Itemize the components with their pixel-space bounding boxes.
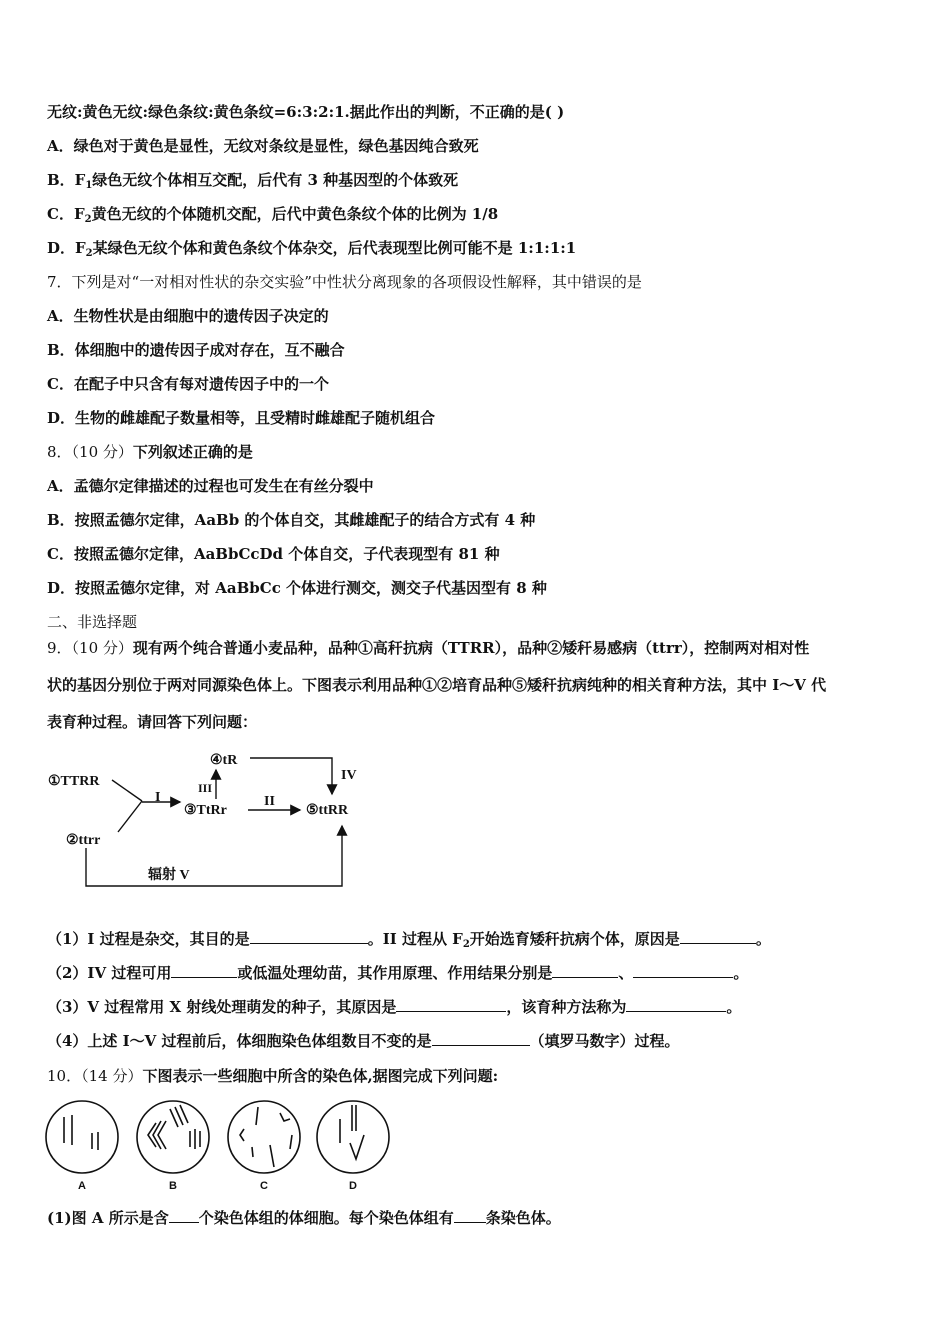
q7-option-b: B．体细胞中的遗传因子成对存在，互不融合 [47,341,345,359]
cell-a-circle [46,1101,118,1173]
q9-text-1: 现有两个纯合普通小麦品种，品种①高秆抗病（TTRR），品种②矮秆易感病（ttrr），控制两对相对性 [132,639,810,657]
subscript-2: 2 [84,214,92,225]
q10-sub1 [47,1208,561,1228]
q6-option-b-text: 绿色无纹个体相互交配，后代有 3 种基因型的个体致死 [92,171,459,189]
cell-label-b: B [169,1180,177,1192]
q9-sub3-text-b: ，该育种方法称为 [506,998,627,1016]
cell-c-circle [228,1101,300,1173]
q9-stem-line3: 表育种过程。请回答下列问题： [47,713,258,731]
q9-stem-line2: 状的基因分别位于两对同源染色体上。下图表示利用品种①②培育品种⑤矮秆抗病纯种的相关育种方法，其中 I～V 代 [47,676,827,694]
q7-stem: 7．下列是对“一对相对性状的杂交实验”中性状分离现象的各项假设性解释，其中错误的是 [47,273,642,291]
cell-label-d: D [349,1180,357,1192]
q9-sub4 [47,1031,680,1051]
q9-sub4-text-b: （填罗马数字）过程。 [529,1032,680,1050]
q8-number: 8．（10 分） [47,443,133,461]
subscript-1: 1 [85,180,93,191]
q9-stem-line1 [47,638,809,658]
answer-blank[interactable] [171,963,237,978]
q10-number: 10．（14 分） [47,1067,143,1085]
arrow-process-5 [86,826,342,886]
cell-d-chromosomes [340,1105,364,1159]
breeding-diagram [44,744,374,892]
cell-b-chromosomes [148,1105,200,1149]
q6-option-c [47,204,498,224]
q10-sub1-text-c: 条染色体。 [485,1209,561,1227]
q6-option-a: A．绿色对于黄色是显性，无纹对条纹是显性，绿色基因纯合致死 [47,137,479,155]
q6-option-d-text: 某绿色无纹个体和黄色条纹个体杂交，后代表现型比例可能不是 1:1:1:1 [92,239,577,257]
arrow-process-4 [250,758,332,794]
process-5-label: 辐射 V [148,868,190,883]
cell-label-a: A [78,1180,86,1192]
answer-blank[interactable] [633,963,733,978]
q9-sub3 [47,997,741,1017]
q10-stem [47,1066,498,1086]
q9-sub1-text-b: 。II 过程从 F [367,930,463,948]
cell-c-chromosomes [240,1107,292,1167]
q10-sub1-text-a: (1)图 A 所示是含 [47,1209,169,1227]
answer-blank[interactable] [552,963,618,978]
cross-line-lower [118,801,142,832]
q6-option-b-prefix: B．F [47,171,86,189]
process-4-label: IV [341,768,357,783]
q8-stem [47,442,253,462]
q6-option-c-prefix: C．F [47,205,85,223]
q8-option-c: C．按照孟德尔定律，AaBbCcDd 个体自交，子代表现型有 81 种 [47,545,500,563]
q9-sub2-text-c: 、 [618,964,634,982]
answer-blank[interactable] [250,929,368,944]
process-2-label: II [264,794,275,809]
answer-blank[interactable] [432,1031,530,1046]
q8-option-b: B．按照孟德尔定律，AaBb 的个体自交，其雌雄配子的结合方式有 4 种 [47,511,536,529]
cell-a-chromosomes [64,1115,98,1150]
q10-question: 下图表示一些细胞中所含的染色体,据图完成下列问题: [142,1067,499,1085]
q8-question: 下列叙述正确的是 [132,443,253,461]
q9-sub1-text-c: 开始选育矮秆抗病个体，原因是 [469,930,680,948]
variety-3-label: ③TtRr [184,803,227,818]
q6-option-b [47,170,458,190]
answer-blank[interactable] [626,997,726,1012]
q8-option-d: D．按照孟德尔定律，对 AaBbCc 个体进行测交，测交子代基因型有 8 种 [47,579,547,597]
q9-sub3-text-a: （3）V 过程常用 X 射线处理萌发的种子，其原因是 [47,998,397,1016]
q9-sub1-text-d: 。 [755,930,771,948]
q6-option-c-text: 黄色无纹的个体随机交配，后代中黄色条纹个体的比例为 1/8 [91,205,499,223]
variety-5-label: ⑤ttRR [306,803,349,818]
chromosome-cells-figure [44,1095,394,1195]
answer-blank[interactable] [454,1208,486,1223]
q7-option-a: A．生物性状是由细胞中的遗传因子决定的 [47,307,329,325]
q9-sub1-text-a: （1）I 过程是杂交，其目的是 [47,930,250,948]
cell-label-c: C [260,1180,268,1192]
variety-4-label: ④tR [210,753,238,768]
q10-sub1-text-b: 个染色体组的体细胞。每个染色体组有 [198,1209,454,1227]
cell-b-circle [137,1101,209,1173]
answer-blank[interactable] [680,929,756,944]
q8-option-a: A．孟德尔定律描述的过程也可发生在有丝分裂中 [47,477,374,495]
q7-option-c: C．在配子中只含有每对遗传因子中的一个 [47,375,329,393]
q9-sub2-text-a: （2）IV 过程可用 [47,964,172,982]
answer-blank[interactable] [396,997,506,1012]
process-3-label: III [198,781,213,795]
cross-line-upper [112,780,142,801]
subscript-2: 2 [85,248,93,259]
section-heading: 二、非选择题 [47,613,138,631]
q9-number: 9．（10 分） [47,639,133,657]
q9-sub3-text-c: 。 [726,998,742,1016]
q7-option-d: D．生物的雌雄配子数量相等，且受精时雌雄配子随机组合 [47,409,436,427]
variety-1-label: ①TTRR [48,774,100,789]
q6-option-d-prefix: D．F [47,239,86,257]
answer-blank[interactable] [169,1208,199,1223]
q9-sub2-text-b: 或低温处理幼苗，其作用原理、作用结果分别是 [237,964,553,982]
q9-sub2-text-d: 。 [733,964,749,982]
q6-option-d [47,238,576,258]
cell-d-circle [317,1101,389,1173]
variety-2-label: ②ttrr [66,833,101,848]
subscript-2: 2 [462,939,470,950]
q9-sub2 [47,963,748,983]
q6-continuation: 无纹:黄色无纹:绿色条纹:黄色条纹=6:3:2:1.据此作出的判断，不正确的是( ) [47,103,565,121]
q9-sub1 [47,929,771,949]
q9-sub4-text-a: （4）上述 I～V 过程前后，体细胞染色体组数目不变的是 [47,1032,432,1050]
process-1-label: I [155,790,161,805]
